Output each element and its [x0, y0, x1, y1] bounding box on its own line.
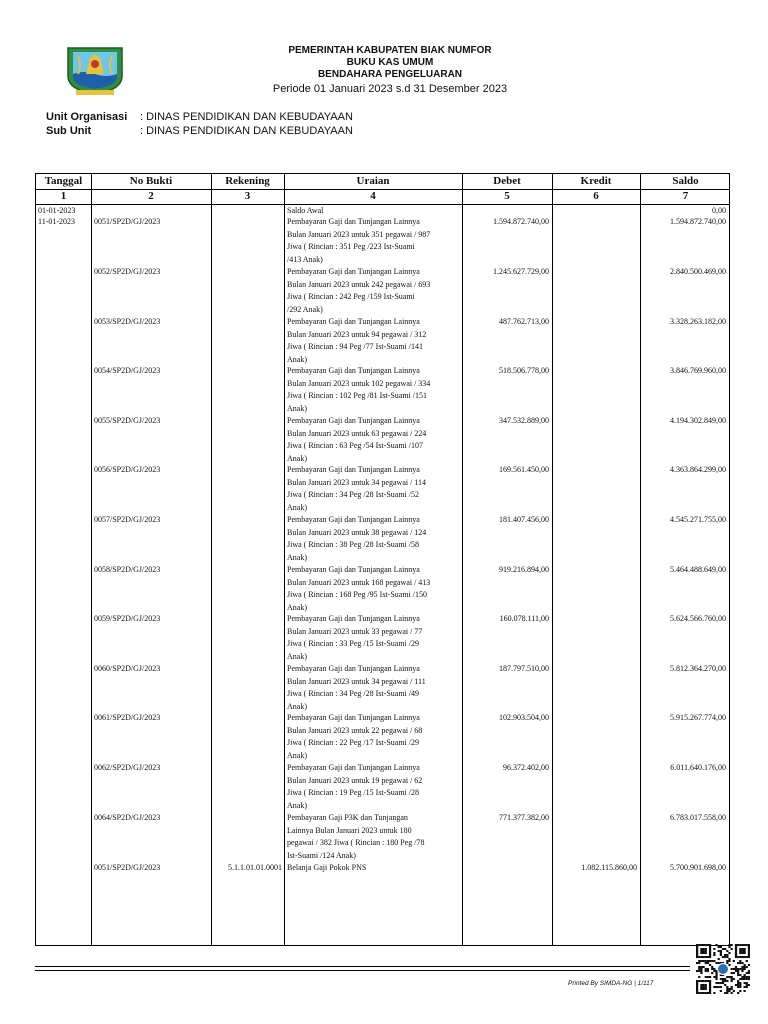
uraian-line: pegawai / 382 Jiwa ( Rincian : 180 Peg /78 — [287, 838, 425, 847]
cell-uraian — [287, 712, 460, 762]
uraian-line: Pembayaran Gaji dan Tunjangan Lainnya — [287, 614, 420, 623]
uraian-line: Pembayaran Gaji dan Tunjangan Lainnya — [287, 317, 420, 326]
column-divider — [284, 174, 285, 945]
cell-no-bukti: 0064/SP2D/GJ/2023 — [94, 813, 161, 822]
col-header-debet: Debet — [493, 175, 521, 187]
cell-uraian — [287, 812, 460, 862]
cell-no-bukti: 0056/SP2D/GJ/2023 — [94, 465, 161, 474]
qr-code-icon — [696, 944, 750, 994]
uraian-line: Ist-Suami /124 Anak) — [287, 850, 356, 860]
cell-debet: 1.594.872.740,00 — [493, 217, 549, 226]
cell-uraian — [287, 862, 460, 875]
cell-saldo: 5.915.267.774,00 — [670, 713, 726, 722]
cell-no-bukti: 0053/SP2D/GJ/2023 — [94, 317, 161, 326]
cell-debet: 181.407.456,00 — [499, 515, 549, 524]
col-header-saldo: Saldo — [672, 175, 699, 187]
cell-debet: 102.903.504,00 — [499, 713, 549, 722]
cell-debet: 919.216.894,00 — [499, 565, 549, 574]
uraian-line: Jiwa ( Rincian : 94 Peg /77 Ist-Suami /141 — [287, 342, 423, 351]
uraian-line: Bulan Januari 2023 untuk 102 pegawai / 334 — [287, 378, 431, 388]
cell-saldo: 5.700.901.698,00 — [670, 863, 726, 872]
uraian-line: Jiwa ( Rincian : 33 Peg /15 Ist-Suami /29 — [287, 639, 419, 648]
uraian-line: Jiwa ( Rincian : 63 Peg /54 Ist-Suami /107 — [287, 441, 423, 450]
unit-info — [46, 110, 353, 138]
column-divider — [91, 174, 92, 945]
cell-uraian — [287, 266, 460, 316]
col-number: 1 — [60, 190, 67, 202]
cell-uraian — [287, 216, 460, 266]
cell-no-bukti: 0057/SP2D/GJ/2023 — [94, 515, 161, 524]
cell-saldo: 4.194.302.849,00 — [670, 416, 726, 425]
cell-debet: 347.532.889,00 — [499, 416, 549, 425]
uraian-line: Jiwa ( Rincian : 22 Peg /17 Ist-Suami /29 — [287, 738, 419, 747]
ledger-table — [35, 173, 730, 946]
col-header-rekening: Rekening — [225, 175, 270, 187]
col-number: 5 — [504, 190, 510, 202]
col-number: 6 — [593, 190, 599, 202]
cell-saldo: 3.846.769.960,00 — [670, 366, 726, 375]
uraian-line: Anak) — [287, 552, 307, 562]
uraian-line: Anak) — [287, 701, 307, 711]
regency-crest-icon — [64, 44, 126, 96]
col-number: 2 — [148, 190, 154, 202]
uraian-line: Jiwa ( Rincian : 351 Peg /223 Ist-Suami — [287, 242, 415, 251]
uraian-line: /292 Anak) — [287, 304, 323, 314]
uraian-line: Anak) — [287, 651, 307, 661]
uraian-line: Pembayaran Gaji dan Tunjangan Lainnya — [287, 267, 420, 276]
uraian-line: Anak) — [287, 750, 307, 760]
government-name: PEMERINTAH KABUPATEN BIAK NUMFOR — [288, 45, 492, 56]
cell-uraian — [287, 564, 460, 614]
cell-rekening: 5.1.1.01.01.0001 — [228, 863, 282, 872]
cell-uraian — [287, 365, 460, 415]
cell-uraian — [287, 415, 460, 465]
uraian-line: Bulan Januari 2023 untuk 63 pegawai / 224 — [287, 428, 427, 438]
column-divider — [552, 174, 553, 945]
report-period: Periode 01 Januari 2023 s.d 31 Desember 2023 — [272, 83, 508, 95]
cell-debet: 169.561.450,00 — [499, 465, 549, 474]
col-number: 4 — [370, 190, 376, 202]
uraian-line: Saldo Awal — [287, 206, 324, 215]
uraian-line: Bulan Januari 2023 untuk 22 pegawai / 68 — [287, 725, 423, 735]
column-divider — [462, 174, 463, 945]
cell-debet: 96.372.402,00 — [503, 763, 549, 772]
uraian-line: Anak) — [287, 602, 307, 612]
uraian-line: Bulan Januari 2023 untuk 34 pegawai / 114 — [287, 477, 427, 487]
cell-debet: 518.506.778,00 — [499, 366, 549, 375]
uraian-line: Bulan Januari 2023 untuk 94 pegawai / 312 — [287, 329, 427, 339]
column-divider — [211, 174, 212, 945]
cell-debet: 487.762.713,00 — [499, 317, 549, 326]
uraian-line: Anak) — [287, 354, 307, 364]
cell-uraian — [287, 514, 460, 564]
cell-saldo: 5.812.364.270,00 — [670, 664, 726, 673]
cell-no-bukti: 0061/SP2D/GJ/2023 — [94, 713, 161, 722]
cell-no-bukti: 0051/SP2D/GJ/2023 — [94, 217, 161, 226]
col-number: 3 — [244, 190, 251, 202]
uraian-line: Pembayaran Gaji dan Tunjangan Lainnya — [287, 713, 420, 722]
cell-debet: 1.245.627.729,00 — [493, 267, 549, 276]
uraian-line: Pembayaran Gaji dan Tunjangan Lainnya — [287, 217, 420, 226]
uraian-line: Pembayaran Gaji dan Tunjangan Lainnya — [287, 416, 420, 425]
uraian-line: /413 Anak) — [287, 254, 323, 264]
cell-debet: 187.797.510,00 — [499, 664, 549, 673]
cell-saldo: 4.363.864.299,00 — [670, 465, 726, 474]
uraian-line: Jiwa ( Rincian : 19 Peg /15 Ist-Suami /28 — [287, 788, 419, 797]
uraian-line: Bulan Januari 2023 untuk 38 pegawai / 124 — [287, 527, 427, 537]
uraian-line: Anak) — [287, 453, 307, 463]
uraian-line: Pembayaran Gaji dan Tunjangan Lainnya — [287, 465, 420, 474]
uraian-line: Bulan Januari 2023 untuk 168 pegawai / 413 — [287, 577, 431, 587]
uraian-line: Jiwa ( Rincian : 34 Peg /28 Ist-Suami /49 — [287, 689, 419, 698]
col-header-uraian: Uraian — [356, 175, 390, 187]
column-divider — [640, 174, 641, 945]
uraian-line: Pembayaran Gaji dan Tunjangan Lainnya — [287, 366, 420, 375]
uraian-line: Jiwa ( Rincian : 168 Peg /95 Ist-Suami /150 — [287, 590, 427, 599]
unit-label: Unit Organisasi — [46, 111, 128, 123]
uraian-line: Pembayaran Gaji dan Tunjangan Lainnya — [287, 515, 420, 524]
footer-rule — [35, 970, 690, 971]
report-subtitle: BENDAHARA PENGELUARAN — [317, 69, 463, 80]
cell-saldo: 5.624.566.760,00 — [670, 614, 726, 623]
uraian-line: Belanja Gaji Pokok PNS — [287, 863, 367, 872]
cell-saldo: 4.545.271.755,00 — [670, 515, 726, 524]
cell-saldo: 6.783.017.558,00 — [670, 813, 726, 822]
uraian-line: Bulan Januari 2023 untuk 19 pegawai / 62 — [287, 775, 423, 785]
cell-saldo: 3.328.263.182,00 — [670, 317, 726, 326]
cell-saldo: 0,00 — [712, 206, 726, 215]
uraian-line: Jiwa ( Rincian : 102 Peg /81 Ist-Suami /151 — [287, 391, 427, 400]
cell-uraian — [287, 316, 460, 366]
cell-uraian — [287, 663, 460, 713]
uraian-line: Jiwa ( Rincian : 38 Peg /28 Ist-Suami /58 — [287, 540, 419, 549]
col-number: 7 — [682, 190, 689, 202]
subunit-value: : DINAS PENDIDIKAN DAN KEBUDAYAAN — [140, 125, 353, 137]
report-title: BUKU KAS UMUM — [346, 57, 434, 68]
uraian-line: Bulan Januari 2023 untuk 34 pegawai / 111 — [287, 676, 426, 686]
uraian-line: Anak) — [287, 800, 307, 810]
uraian-line: Bulan Januari 2023 untuk 351 pegawai / 987 — [287, 229, 431, 239]
cell-tanggal: 01-01-2023 — [38, 206, 76, 215]
uraian-line: Anak) — [287, 502, 307, 512]
cell-no-bukti: 0058/SP2D/GJ/2023 — [94, 565, 161, 574]
uraian-line: Lainnya Bulan Januari 2023 untuk 180 — [287, 825, 412, 835]
report-header — [200, 45, 580, 96]
subunit-label: Sub Unit — [46, 125, 92, 137]
uraian-line: Pembayaran Gaji dan Tunjangan Lainnya — [287, 565, 420, 574]
footer-rule — [35, 966, 690, 967]
cell-tanggal: 11-01-2023 — [38, 217, 76, 226]
cell-no-bukti: 0055/SP2D/GJ/2023 — [94, 416, 161, 425]
uraian-line: Bulan Januari 2023 untuk 33 pegawai / 77 — [287, 626, 423, 636]
cell-no-bukti: 0051/SP2D/GJ/2023 — [94, 863, 161, 872]
cell-no-bukti: 0060/SP2D/GJ/2023 — [94, 664, 161, 673]
uraian-line: Jiwa ( Rincian : 242 Peg /159 Ist-Suami — [287, 292, 415, 301]
uraian-line: Pembayaran Gaji dan Tunjangan Lainnya — [287, 664, 420, 673]
cell-no-bukti: 0059/SP2D/GJ/2023 — [94, 614, 161, 623]
cell-saldo: 5.464.488.649,00 — [670, 565, 726, 574]
col-header-kredit: Kredit — [580, 175, 612, 187]
printed-by: Printed By SIMDA-NG | 1/117 — [568, 980, 654, 987]
uraian-line: Jiwa ( Rincian : 34 Peg /28 Ist-Suami /52 — [287, 490, 419, 499]
unit-value: : DINAS PENDIDIKAN DAN KEBUDAYAAN — [140, 111, 353, 123]
cell-no-bukti: 0052/SP2D/GJ/2023 — [94, 267, 161, 276]
cell-saldo: 2.840.500.469,00 — [670, 267, 726, 276]
col-header-no-bukti: No Bukti — [129, 175, 173, 187]
uraian-line: Anak) — [287, 403, 307, 413]
cell-saldo: 6.011.640.176,00 — [670, 763, 726, 772]
cell-uraian — [287, 762, 460, 812]
cell-uraian — [287, 464, 460, 514]
cell-no-bukti: 0062/SP2D/GJ/2023 — [94, 763, 161, 772]
cell-saldo: 1.594.872.740,00 — [670, 217, 726, 226]
uraian-line: Bulan Januari 2023 untuk 242 pegawai / 693 — [287, 279, 431, 289]
cell-kredit: 1.082.115.860,00 — [581, 863, 637, 872]
cell-no-bukti: 0054/SP2D/GJ/2023 — [94, 366, 161, 375]
uraian-line: Pembayaran Gaji dan Tunjangan Lainnya — [287, 763, 420, 772]
cell-debet: 771.377.382,00 — [499, 813, 549, 822]
cell-debet: 160.078.111,00 — [499, 614, 549, 623]
cell-uraian — [287, 613, 460, 663]
uraian-line: Pembayaran Gaji P3K dan Tunjangan — [287, 813, 408, 822]
col-header-tanggal: Tanggal — [44, 175, 83, 187]
